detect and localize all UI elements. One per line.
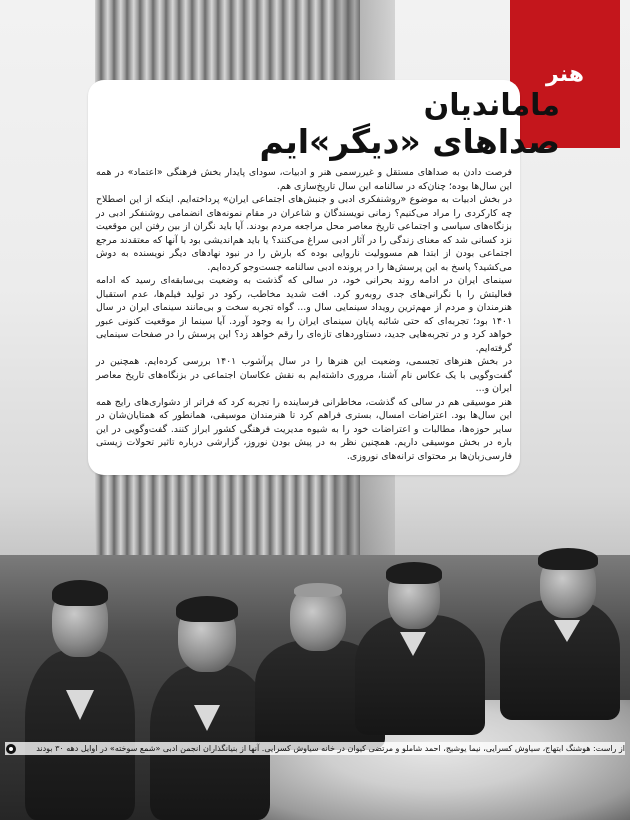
article-paragraph: هنر موسیقی هم در سالی که گذشت، مخاطرانی فرساینده را تجربه کرد که فراتر از دشواری‌های رایج همه این سال‌ها بود. اعتراضات امسال، بستری فراهم کرد تا هنرمندان موسیقی، همانطور که همتایان‌شان در سایر حوزه‌ها، مطالبات و اعتراضات خود را به شیوه مدیریت فرهنگی کشور ابراز کنند. گفت‌وگویی در این باره در بخش موسیقی داریم. همچنین نظر به در پیش بودن نوروز، گزارشی درباره تاثیر تحولات زیستی فارسی‌زبان‌ها بر محتوای ترانه‌های نوروزی. — [96, 396, 512, 462]
camera-icon — [6, 744, 16, 754]
person-hair — [176, 596, 238, 622]
person-body — [25, 650, 135, 820]
article-headline: صداهای «دیگر»ایم — [259, 122, 560, 161]
article-paragraph: فرصت دادن به صداهای مستقل و غیررسمی هنر و ادبیات، سودای پایدار بخش فرهنگی «اعتماد» در همه این سال‌ها بوده؛ چنان‌که در سالنامه این سال تاریخ‌سازی هم. — [96, 167, 512, 192]
photo-caption: از راست: هوشنگ ابتهاج، سیاوش کسرایی، نیما یوشیج، احمد شاملو و مرتضی کیوان در خانه سیاوش کسرایی. آنها از بنیانگذاران انجمن ادبی «شمع سوخته» در اوایل دهه ۳۰ بودند — [5, 742, 625, 755]
article-paragraph: در بخش هنرهای تجسمی، وضعیت این هنرها را در سال پرآشوب ۱۴۰۱ بررسی کرده‌ایم. همچنین در گفت‌وگویی با یک عکاس نام آشنا، مروری داشته‌ایم به نقش عکاسان اجتماعی در بزنگاه‌های تاریخ معاصر ایران و... — [96, 356, 513, 394]
article-paragraph: سینمای ایران در ادامه روند بحرانی خود، در سالی که گذشت به وضعیت بی‌سابقه‌ای رسید که ادامه فعالیتش را با نگرانی‌های جدی روبه‌رو کرد. افت شدید مخاطب، رکود در تولید فیلم‌ها، عدم استقبال هنرمندان و مردم از مهم‌ترین رویداد سینمایی سال و... گواه تجربه سخت و بی‌مانند سینمای ایران در سال ۱۴۰۱ بود؛ تجربه‌ای که حتی شائبه پایان سینمای ایران را به وجود آورد. آیا سینما از موقعیت کنونی عبور خواهد کرد و در تجربه‌هایی جدید، دستاوردهای تازه‌ای را رقم خواهد زد؟ این پرسش را در صفحات سینمایی گرفته‌ایم. — [96, 275, 512, 354]
person-hair — [52, 580, 108, 606]
person-hair — [386, 562, 442, 584]
person-hair — [538, 548, 598, 570]
article-body — [96, 166, 512, 463]
article-kicker: ماماندیان — [423, 88, 560, 123]
person-body — [500, 600, 620, 720]
person-hair — [294, 583, 342, 597]
section-label: هنر — [546, 61, 584, 87]
article-paragraph: در بخش ادبیات به موضوع «روشنفکری ادبی و جنبش‌های اجتماعی ایران» پرداخته‌ایم. اینکه از این اصطلاح چه کارکردی را مراد می‌کنیم؟ زمانی نویسندگان و شاعران در مقام نمونه‌های انضمامی روشنفکر ادبی در بزنگاه‌های سیاسی و اجتماعی تاریخ معاصر محل مراجعه مردم بودند. آیا باید نگران از بین رفتن این موقعیت نزد کسانی شد که معنای زندگی را در آثار ادبی سراغ می‌کنند؟ یا باید هم‌اندیشی بود با آنها که معتقدند مرجع اجتماعی بودن از ابتدا هم مسوولیت ناروایی بوده که بارش را در نبود نهادهای دیگر نویسنده به دوش می‌کشید؟ پاسخ به این پرسش‌ها را در پرونده ادبی سالنامه جست‌وجو کرده‌ایم. — [96, 194, 512, 273]
